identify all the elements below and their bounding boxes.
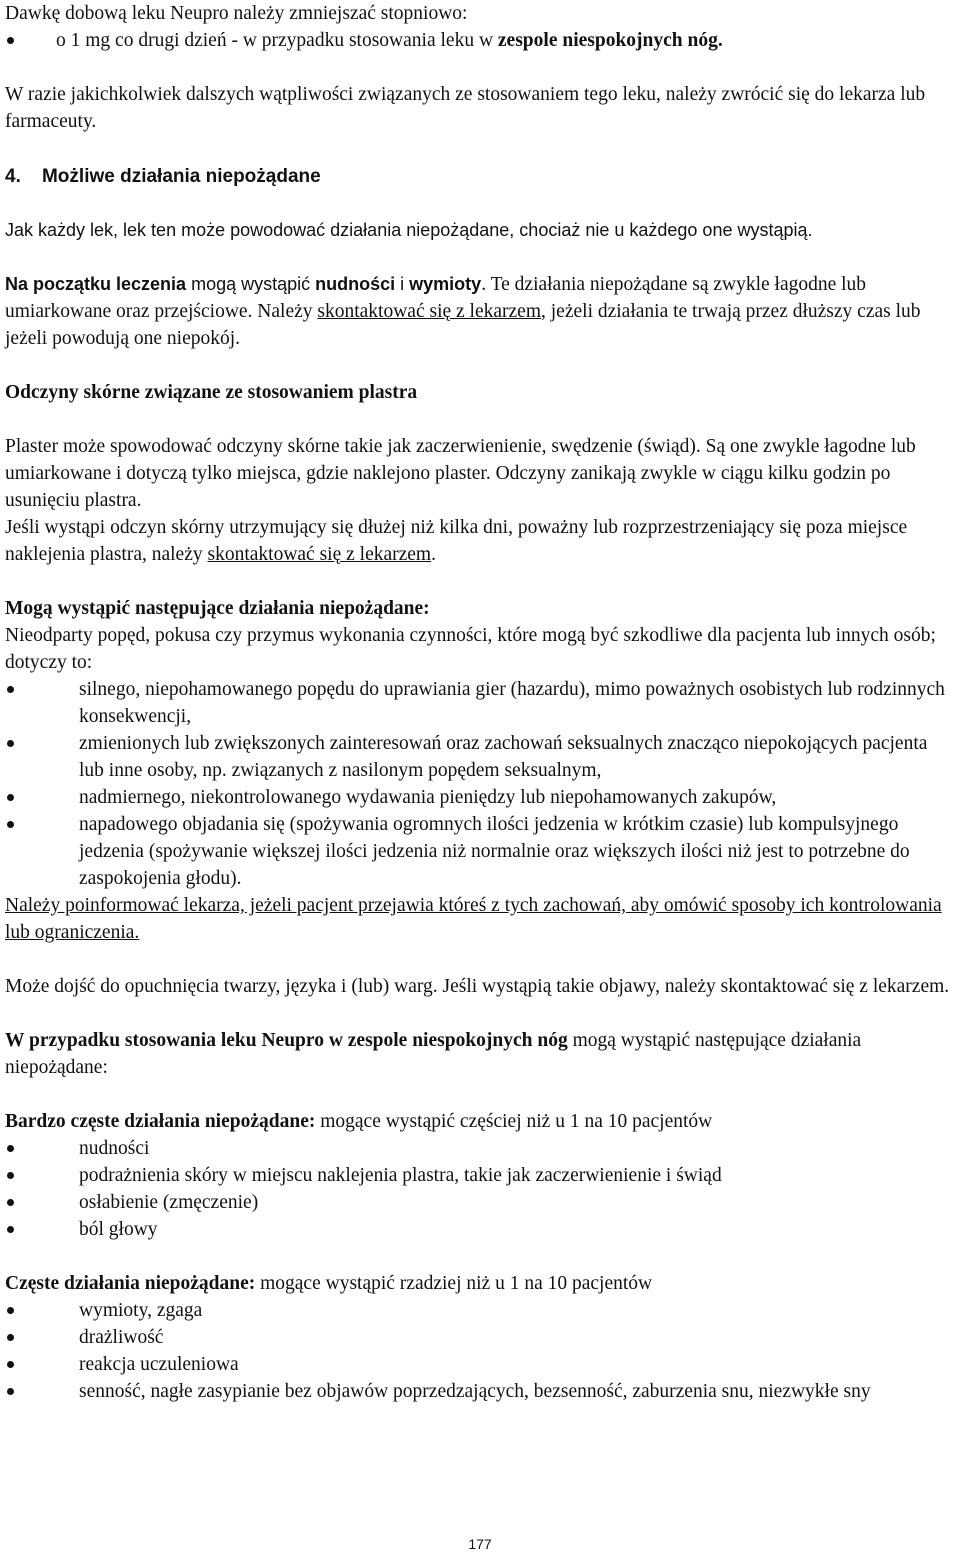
list-item: napadowego objadania się (spożywania ogromnych ilości jedzenia w krótkim czasie) lub kompulsyjnego jedzenia (spożywanie większej ilości jedzenia niż normalnie oraz większych ilości niż jest to potrzebne do zaspokojenia głodu).	[5, 811, 955, 892]
section-number: 4.	[5, 166, 21, 187]
skin-paragraph-2	[5, 514, 955, 568]
bullet-icon	[7, 794, 14, 801]
nausea-text-3: , jeżeli działania te trwają przez dłuższy czas lub jeżeli powodują one niepokój.	[5, 301, 921, 349]
common-list	[5, 1297, 955, 1405]
bullet-icon	[7, 1172, 14, 1179]
rls-text: mogą wystąpić następujące działania niepożądane:	[5, 1030, 862, 1078]
bullet-icon	[7, 37, 14, 44]
bullet-icon	[7, 1334, 14, 1341]
skin-contact-doctor: skontaktować się z lekarzem	[207, 544, 432, 565]
skin-paragraph-1: Plaster może spowodować odczyny skórne takie jak zaczerwienienie, swędzenie (świąd). Są one zwykle łagodne lub umiarkowane i dotyczą tylko miejsca, gdzie naklejono plaster. Odczyny zanikają zwykle w ciągu kilku godzin po usunięciu plastra.	[5, 436, 916, 511]
bullet-icon	[7, 1388, 14, 1395]
list-item: senność, nagłe zasypianie bez objawów poprzedzających, bezsenność, zaburzenia snu, niezwykłe sny	[5, 1378, 955, 1405]
section-title: Możliwe działania niepożądane	[41, 166, 321, 187]
common-desc: mogące wystąpić rzadziej niż u 1 na 10 pacjentów	[255, 1273, 653, 1294]
skin-text-1: Jeśli wystąpi odczyn skórny utrzymujący się dłużej niż kilka dni, poważny lub rozprzestrzeniający się poza miejsce naklejenia plastra, należy	[5, 517, 908, 565]
common-heading	[5, 1270, 955, 1297]
skin-text-2: .	[431, 544, 436, 565]
very-common-list	[5, 1135, 955, 1243]
impulse-notice: Należy poinformować lekarza, jeżeli pacjent przejawia któreś z tych zachowań, aby omówić sposoby ich kontrolowania lub ograniczenia.	[5, 895, 942, 943]
list-item: podrażnienia skóry w miejscu naklejenia plastra, takie jak zaczerwienienie i świąd	[5, 1162, 955, 1189]
swelling-paragraph: Może dojść do opuchnięcia twarzy, języka i (lub) warg. Jeśli wystąpią takie objawy, należy skontaktować się z lekarzem.	[5, 976, 950, 997]
very-common-heading	[5, 1108, 955, 1135]
nausea-start-bold: Na początku leczenia	[5, 274, 187, 294]
bullet-icon	[7, 1226, 14, 1233]
contact-doctor-link: skontaktować się z lekarzem	[317, 301, 542, 322]
page-number: 177	[468, 1536, 492, 1552]
rls-paragraph	[5, 1027, 955, 1081]
list-item: silnego, niepohamowanego popędu do uprawiania gier (hazardu), mimo poważnych osobistych lub rodzinnych konsekwencji,	[5, 676, 955, 730]
bullet-icon	[7, 740, 14, 747]
list-item: reakcja uczuleniowa	[5, 1351, 955, 1378]
skin-heading: Odczyny skórne związane ze stosowaniem plastra	[5, 382, 418, 403]
nausea-text-2: . Te działania niepożądane są zwykle łagodne lub umiarkowane oraz przejściowe. Należy	[5, 274, 867, 322]
impulse-heading: Mogą wystąpić następujące działania niepożądane:	[5, 598, 430, 619]
common-label: Częste działania niepożądane:	[5, 1273, 256, 1294]
vomit-bold: wymioty	[409, 274, 482, 294]
general-paragraph: Jak każdy lek, lek ten może powodować działania niepożądane, chociaż nie u każdego one wystąpią.	[5, 220, 813, 240]
document-page	[5, 0, 955, 1405]
nausea-bold: nudności	[315, 274, 396, 294]
impulse-intro: Nieodparty popęd, pokusa czy przymus wykonania czynności, które mogą być szkodliwe dla pacjenta lub innych osób; dotyczy to:	[5, 625, 936, 673]
rls-dose-bullet	[5, 27, 955, 54]
doubts-paragraph: W razie jakichkolwiek dalszych wątpliwości związanych ze stosowaniem tego leku, należy zwrócić się do lekarza lub farmaceuty.	[5, 84, 926, 132]
bullet-icon	[7, 821, 14, 828]
list-item: zmienionych lub zwiększonych zainteresowań oraz zachowań seksualnych znacząco niepokojących pacjenta lub inne osoby, np. związanych z nasilonym popędem seksualnym,	[5, 730, 955, 784]
rls-dose-bold: zespole niespokojnych nóg.	[497, 30, 723, 51]
list-item: drażliwość	[5, 1324, 955, 1351]
list-item: nadmiernego, niekontrolowanego wydawania pieniędzy lub niepohamowanych zakupów,	[5, 784, 955, 811]
nausea-and: i	[395, 274, 410, 294]
list-item: ból głowy	[5, 1216, 955, 1243]
bullet-icon	[7, 1145, 14, 1152]
nausea-paragraph	[5, 271, 955, 352]
section-heading	[5, 163, 955, 190]
bullet-icon	[7, 1199, 14, 1206]
very-common-label: Bardzo częste działania niepożądane:	[5, 1111, 316, 1132]
list-item: nudności	[5, 1135, 955, 1162]
list-item: wymioty, zgaga	[5, 1297, 955, 1324]
rls-bold: W przypadku stosowania leku Neupro w zespole niespokojnych nóg	[5, 1030, 568, 1051]
bullet-icon	[7, 686, 14, 693]
nausea-text-1: mogą wystąpić	[186, 274, 316, 294]
dose-reduction-text: Dawkę dobową leku Neupro należy zmniejszać stopniowo:	[5, 3, 468, 24]
bullet-icon	[7, 1307, 14, 1314]
list-item: osłabienie (zmęczenie)	[5, 1189, 955, 1216]
impulse-list	[5, 676, 955, 892]
rls-dose-text: o 1 mg co drugi dzień - w przypadku stosowania leku w	[56, 30, 498, 51]
very-common-desc: mogące wystąpić częściej niż u 1 na 10 pacjentów	[315, 1111, 713, 1132]
bullet-icon	[7, 1361, 14, 1368]
